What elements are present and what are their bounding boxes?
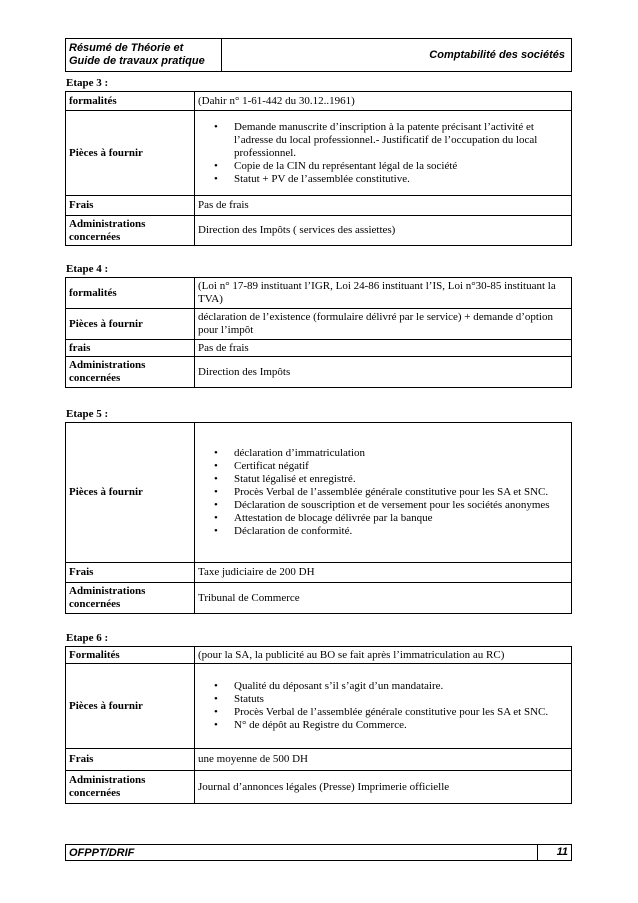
table-row	[66, 749, 572, 771]
etape3-formalites-value: (Dahir n° 1-61-442 du 30.12..1961)	[195, 92, 572, 111]
table-row	[66, 563, 572, 583]
etape6-formalites-value: (pour la SA, la publicité au BO se fait après l’immatriculation au RC)	[195, 647, 572, 664]
page-header	[65, 38, 572, 72]
table-row	[66, 92, 572, 111]
etape5-admin-value: Tribunal de Commerce	[195, 583, 572, 614]
etape6-frais-label: Frais	[66, 749, 195, 771]
table-row	[66, 771, 572, 804]
etape6-formalites-label: Formalités	[66, 647, 195, 664]
etape3-pieces-list	[198, 121, 568, 186]
etape4-admin-label: Administrations concernées	[66, 357, 195, 388]
etape3-frais-label: Frais	[66, 196, 195, 216]
header-title-line2: Guide de travaux pratique	[69, 55, 205, 67]
table-row	[66, 583, 572, 614]
etape5-table	[65, 422, 572, 614]
list-item: • N° de dépôt au Registre du Commerce.	[234, 719, 568, 732]
list-item: • Statuts	[234, 693, 568, 706]
etape4-title: Etape 4 :	[66, 263, 109, 275]
footer-organization: OFPPT/DRIF	[69, 847, 135, 859]
etape3-title: Etape 3 :	[66, 77, 109, 89]
list-item: • Statut légalisé et enregistré.	[234, 473, 568, 486]
etape5-frais-value: Taxe judiciaire de 200 DH	[195, 563, 572, 583]
etape6-pieces-cell	[195, 664, 572, 749]
etape5-admin-label: Administrations concernées	[66, 583, 195, 614]
list-item: • Copie de la CIN du représentant légal de la société	[234, 160, 568, 173]
etape4-formalites-value: (Loi n° 17-89 instituant l’IGR, Loi 24-86 instituant l’IS, Loi n°30-85 instituant la TVA)	[195, 278, 572, 309]
table-row	[66, 340, 572, 357]
list-item: • Attestation de blocage délivrée par la banque	[234, 512, 568, 525]
table-row	[66, 309, 572, 340]
list-item: • Statut + PV de l’assemblée constitutive.	[234, 173, 568, 186]
table-row	[66, 278, 572, 309]
etape3-admin-label: Administrations concernées	[66, 216, 195, 246]
etape6-admin-label: Administrations concernées	[66, 771, 195, 804]
table-row	[66, 664, 572, 749]
etape3-table	[65, 91, 572, 246]
etape6-admin-value: Journal d’annonces légales (Presse) Imprimerie officielle	[195, 771, 572, 804]
etape4-table	[65, 277, 572, 388]
page-number: 11	[537, 845, 571, 860]
etape4-formalites-label: formalités	[66, 278, 195, 309]
etape4-frais-label: frais	[66, 340, 195, 357]
etape3-pieces-cell	[195, 111, 572, 196]
list-item: • Qualité du déposant s’il s’agit d’un mandataire.	[234, 680, 568, 693]
table-row	[66, 423, 572, 563]
etape6-pieces-list	[198, 680, 568, 732]
etape4-pieces-value: déclaration de l’existence (formulaire délivré par le service) + demande d’option pour l’impôt	[195, 309, 572, 340]
etape5-pieces-label: Pièces à fournir	[66, 423, 195, 563]
list-item: • Déclaration de conformité.	[234, 525, 568, 538]
page-footer	[65, 844, 572, 861]
etape5-pieces-cell	[195, 423, 572, 563]
list-item: • Certificat négatif	[234, 460, 568, 473]
table-row	[66, 196, 572, 216]
etape6-frais-value: une moyenne de 500 DH	[195, 749, 572, 771]
etape5-pieces-list	[198, 447, 568, 538]
etape6-pieces-label: Pièces à fournir	[66, 664, 195, 749]
etape3-admin-value: Direction des Impôts ( services des assiettes)	[195, 216, 572, 246]
list-item: • Demande manuscrite d’inscription à la patente précisant l’activité et l’adresse du local professionnel.- Justificatif de l’occupation du local professionnel.	[234, 121, 568, 160]
table-row	[66, 216, 572, 246]
etape6-table	[65, 646, 572, 804]
table-row	[66, 111, 572, 196]
etape6-title: Etape 6 :	[66, 632, 109, 644]
etape5-title: Etape 5 :	[66, 408, 109, 420]
list-item: • Procès Verbal de l’assemblée générale constitutive pour les SA et SNC.	[234, 486, 568, 499]
list-item: • déclaration d’immatriculation	[234, 447, 568, 460]
header-course-title: Comptabilité des sociétés	[429, 49, 565, 61]
header-document-title	[66, 39, 222, 71]
etape3-frais-value: Pas de frais	[195, 196, 572, 216]
etape4-admin-value: Direction des Impôts	[195, 357, 572, 388]
table-row	[66, 357, 572, 388]
table-row	[66, 647, 572, 664]
header-title-line1: Résumé de Théorie et	[69, 42, 184, 54]
etape3-pieces-label: Pièces à fournir	[66, 111, 195, 196]
list-item: • Déclaration de souscription et de versement pour les sociétés anonymes	[234, 499, 568, 512]
etape4-frais-value: Pas de frais	[195, 340, 572, 357]
etape5-frais-label: Frais	[66, 563, 195, 583]
etape3-formalites-label: formalités	[66, 92, 195, 111]
list-item: • Procès Verbal de l’assemblée générale constitutive pour les SA et SNC.	[234, 706, 568, 719]
etape4-pieces-label: Pièces à fournir	[66, 309, 195, 340]
